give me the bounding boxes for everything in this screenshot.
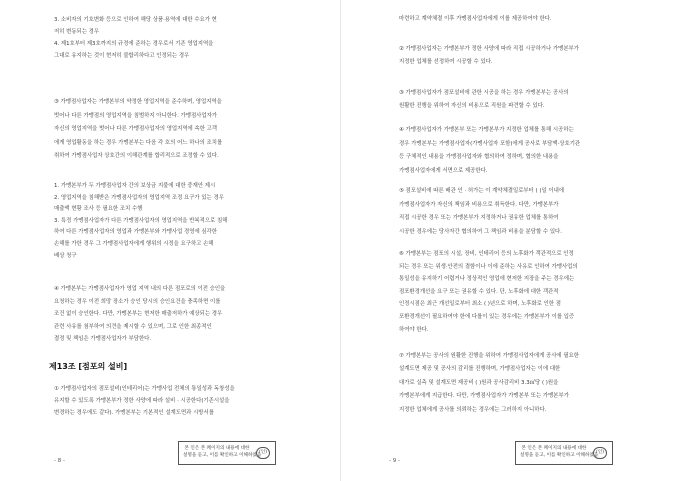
text-line: 마련하고 계약체결 이후 가맹점사업자에게 이를 제공하여야 한다. <box>399 16 552 22</box>
confirmation-box <box>178 441 276 465</box>
seal-mark: (인) <box>256 447 270 459</box>
text-line: ③ 가맹점사업자는 가맹본부의 약정한 영업지역을 준수하며, 영업지역을 <box>54 99 222 105</box>
text-line: 등 구체적인 내용을 가맹점사업자와 협의하여 정하며, 협의한 내용을 <box>399 154 559 161</box>
text-line: 가맹본부에게 지급한다. 다만, 가맹점사업자가 가맹본부 또는 가맹본부가 <box>399 393 569 400</box>
seal-mark: (인) <box>593 447 607 459</box>
text-line: 경우 가맹본부는 가맹점사업자(가맹사업자 포함)에게 공사로 부담액·상호기관 <box>399 140 581 147</box>
text-line: 배상 청구 <box>54 252 77 259</box>
right-block-2 <box>399 43 579 69</box>
text-line: 대가로 실측 및 설계도면 제공비 ( )원과 공사감리비 3.3㎡당 ( )원을 <box>399 379 559 386</box>
section-heading: 제13조 [점포의 설비] <box>49 362 128 371</box>
left-block-2 <box>54 96 222 164</box>
confirmation-text-line: 본 인은 본 페이지의 내용에 대한 <box>521 446 587 451</box>
left-block-5 <box>54 383 235 420</box>
text-line: 저히 변동되는 경우 <box>54 29 100 36</box>
text-line: 지정한 업체를 선정하여 시공할 수 있다. <box>399 59 493 65</box>
right-block-6 <box>399 248 578 336</box>
text-line: 설계도면 제공 및 공사의 감리를 진행하며, 가맹점사업자는 이에 대한 <box>399 366 561 373</box>
text-line: 포환경개선이 필요하여야 한에 다를이 있는 경우에는 가맹본부가 이를 입증 <box>399 313 575 320</box>
text-line: 3. 특정 가맹점사업자가 다른 가맹점사업자의 영업지역을 반복적으로 침해 <box>54 217 228 224</box>
text-line: ① 가맹점사업자의 점포설비(인테리어)는 가맹사업 전체의 통일성과 독창성을 <box>54 386 235 392</box>
text-line: 자신의 영업지역을 벗어나 다른 가맹점사업자의 영업지역에 속한 고객 <box>54 126 218 133</box>
text-line: 벗어나 다른 가맹점의 영업지역을 침범하지 아니한다. 가맹점사업자가 <box>54 112 218 119</box>
text-line: ⑥ 가맹본부는 점포의 시설, 장비, 인테리어 등의 노후화가 객관적으로 인정 <box>399 251 574 257</box>
text-line: 통일성을 유지하기 어렵거나 정상적인 영업에 현저한 지장을 주는 경우에는 <box>399 276 575 283</box>
left-block-4 <box>54 283 225 346</box>
confirmation-text-line: 본 인은 본 페이지의 내용에 대한 <box>184 446 250 451</box>
left-block-1 <box>54 14 217 62</box>
right-block-3 <box>399 87 569 113</box>
text-line: 요청하는 경우 이전 희망 장소가 승인 당시의 승인요건을 충족하면 이를 <box>54 298 221 305</box>
text-line: 취하여 가맹점사업자 상호간의 이해관계를 합리적으로 조정할 수 있다. <box>54 153 219 160</box>
text-line: ⑦ 가맹본부는 공사의 원활한 진행을 위하여 가맹점사업자에게 공사에 필요한 <box>399 353 579 359</box>
text-line: 점포환경개선을 요구 또는 권유할 수 있다. 단, 노후화에 대한 객관적 <box>399 288 559 295</box>
right-block-1 <box>399 13 552 25</box>
text-line: 매출액 현황 조사 등 필요한 조치 수행 <box>54 206 143 213</box>
page-number: - 9 - <box>389 458 400 464</box>
right-block-4 <box>399 124 580 178</box>
right-block-7 <box>399 350 579 417</box>
text-line: 가맹점사업자에게 서면으로 제공한다. <box>399 167 488 174</box>
text-line: 원활한 진행을 위하여 자신의 비용으로 직원을 파견할 수 있다. <box>399 103 545 109</box>
text-line: 가맹점사업자가 자신의 책임과 비용으로 취득한다. 다만, 가맹본부가 <box>399 201 559 208</box>
page-number: - 8 - <box>54 458 65 464</box>
text-line: 그대로 유지하는 것이 현저히 불합리하다고 인정되는 경우 <box>54 53 190 60</box>
text-line: 결정 및 책임은 가맹점사업자가 부담한다. <box>54 336 152 343</box>
right-block-5 <box>399 185 564 239</box>
text-line: 변경하는 경우에도 같다). 가맹본부는 기본적인 설계도면과 시방서를 <box>54 410 214 417</box>
text-line: 3. 소비자의 기호변화 등으로 인하여 해당 상품·용역에 대한 수요가 현 <box>54 17 217 23</box>
text-line: 조건 없이 승인한다. 다만, 가맹본부는 현저한 매출저하가 예상되는 경우 <box>54 311 223 318</box>
text-line: 4. 제1호부터 제3호까지의 규정에 준하는 경우로서 기존 영업지역을 <box>54 41 214 48</box>
text-line: ② 가맹점사업자는 가맹본부가 정한 사양에 따라 직접 시공하거나 가맹본부가 <box>399 46 579 52</box>
text-line: 되는 경우 또는 위생·안전의 결함이나 이에 준하는 사유로 인하여 가맹사업의 <box>399 263 578 270</box>
confirmation-text-line: 설명을 듣고, 이를 확인하고 이해하였음 <box>520 453 599 458</box>
text-line: 하여 다른 가맹점사업자의 영업과 가맹본부와 가맹사업 경영에 심각한 <box>54 229 218 236</box>
text-line: 직접 시공한 경우 또는 가맹본부가 지정하거나 권유한 업체를 통하여 <box>399 215 559 222</box>
text-line: 시공한 경우에는 당사자간 협의하여 그 책임과 비용을 분담할 수 있다. <box>399 228 562 235</box>
right-page <box>340 0 680 481</box>
text-line: 하여야 한다. <box>399 326 429 333</box>
confirmation-text-line: 설명을 듣고, 이를 확인하고 이해하였음 <box>183 453 262 458</box>
text-line: 에게 영업활동을 하는 경우 가맹본부는 다음 각 호의 어느 하나의 조치를 <box>54 139 223 146</box>
text-line: ④ 가맹점사업자가 가맹본부 또는 가맹본부가 지정한 업체를 통해 시공하는 <box>399 127 574 133</box>
text-line: 인정시점은 최근 개선일로부터 최소 ( )년으로 하며, 노후화로 인한 점 <box>399 301 561 308</box>
text-line: 1. 가맹본부가 두 가맹점사업자 간의 보상금 지불에 대한 중재안 제시 <box>54 183 216 189</box>
confirmation-box <box>515 441 613 465</box>
confirmation-text <box>183 445 262 459</box>
confirmation-text <box>520 445 599 459</box>
text-line: 유지할 수 있도록 가맹본부가 정한 사양에 따라 설비 · 시공한다(기존시설을 <box>54 398 230 405</box>
text-line: ⑤ 점포설비에 따른 배관 인 · 허가는 이 계약체결일로부터 ( )일 이내에 <box>399 188 564 194</box>
text-line: 손해를 가한 경우 그 가맹점사업자에게 행위의 시정을 요구하고 손해 <box>54 240 214 247</box>
text-line: 2. 영업지역을 침해받은 가맹점사업자의 영업지역 조정 요구가 있는 경우 <box>54 194 224 201</box>
text-line: ③ 가맹점사업자가 점포설비에 관한 시공을 하는 경우 가맹본부는 공사의 <box>399 90 569 96</box>
text-line: 관련 사유를 첨부하여 의견을 제시할 수 있으며, 그로 인한 최종적인 <box>54 323 212 330</box>
text-line: 지정한 업체에게 공사를 의뢰하는 경우에는 그러하지 아니하다. <box>399 406 547 413</box>
left-block-3 <box>54 181 227 262</box>
text-line: ④ 가맹본부는 가맹점사업자가 영업 지역 내의 다른 점포로의 이전 승인을 <box>54 286 226 292</box>
